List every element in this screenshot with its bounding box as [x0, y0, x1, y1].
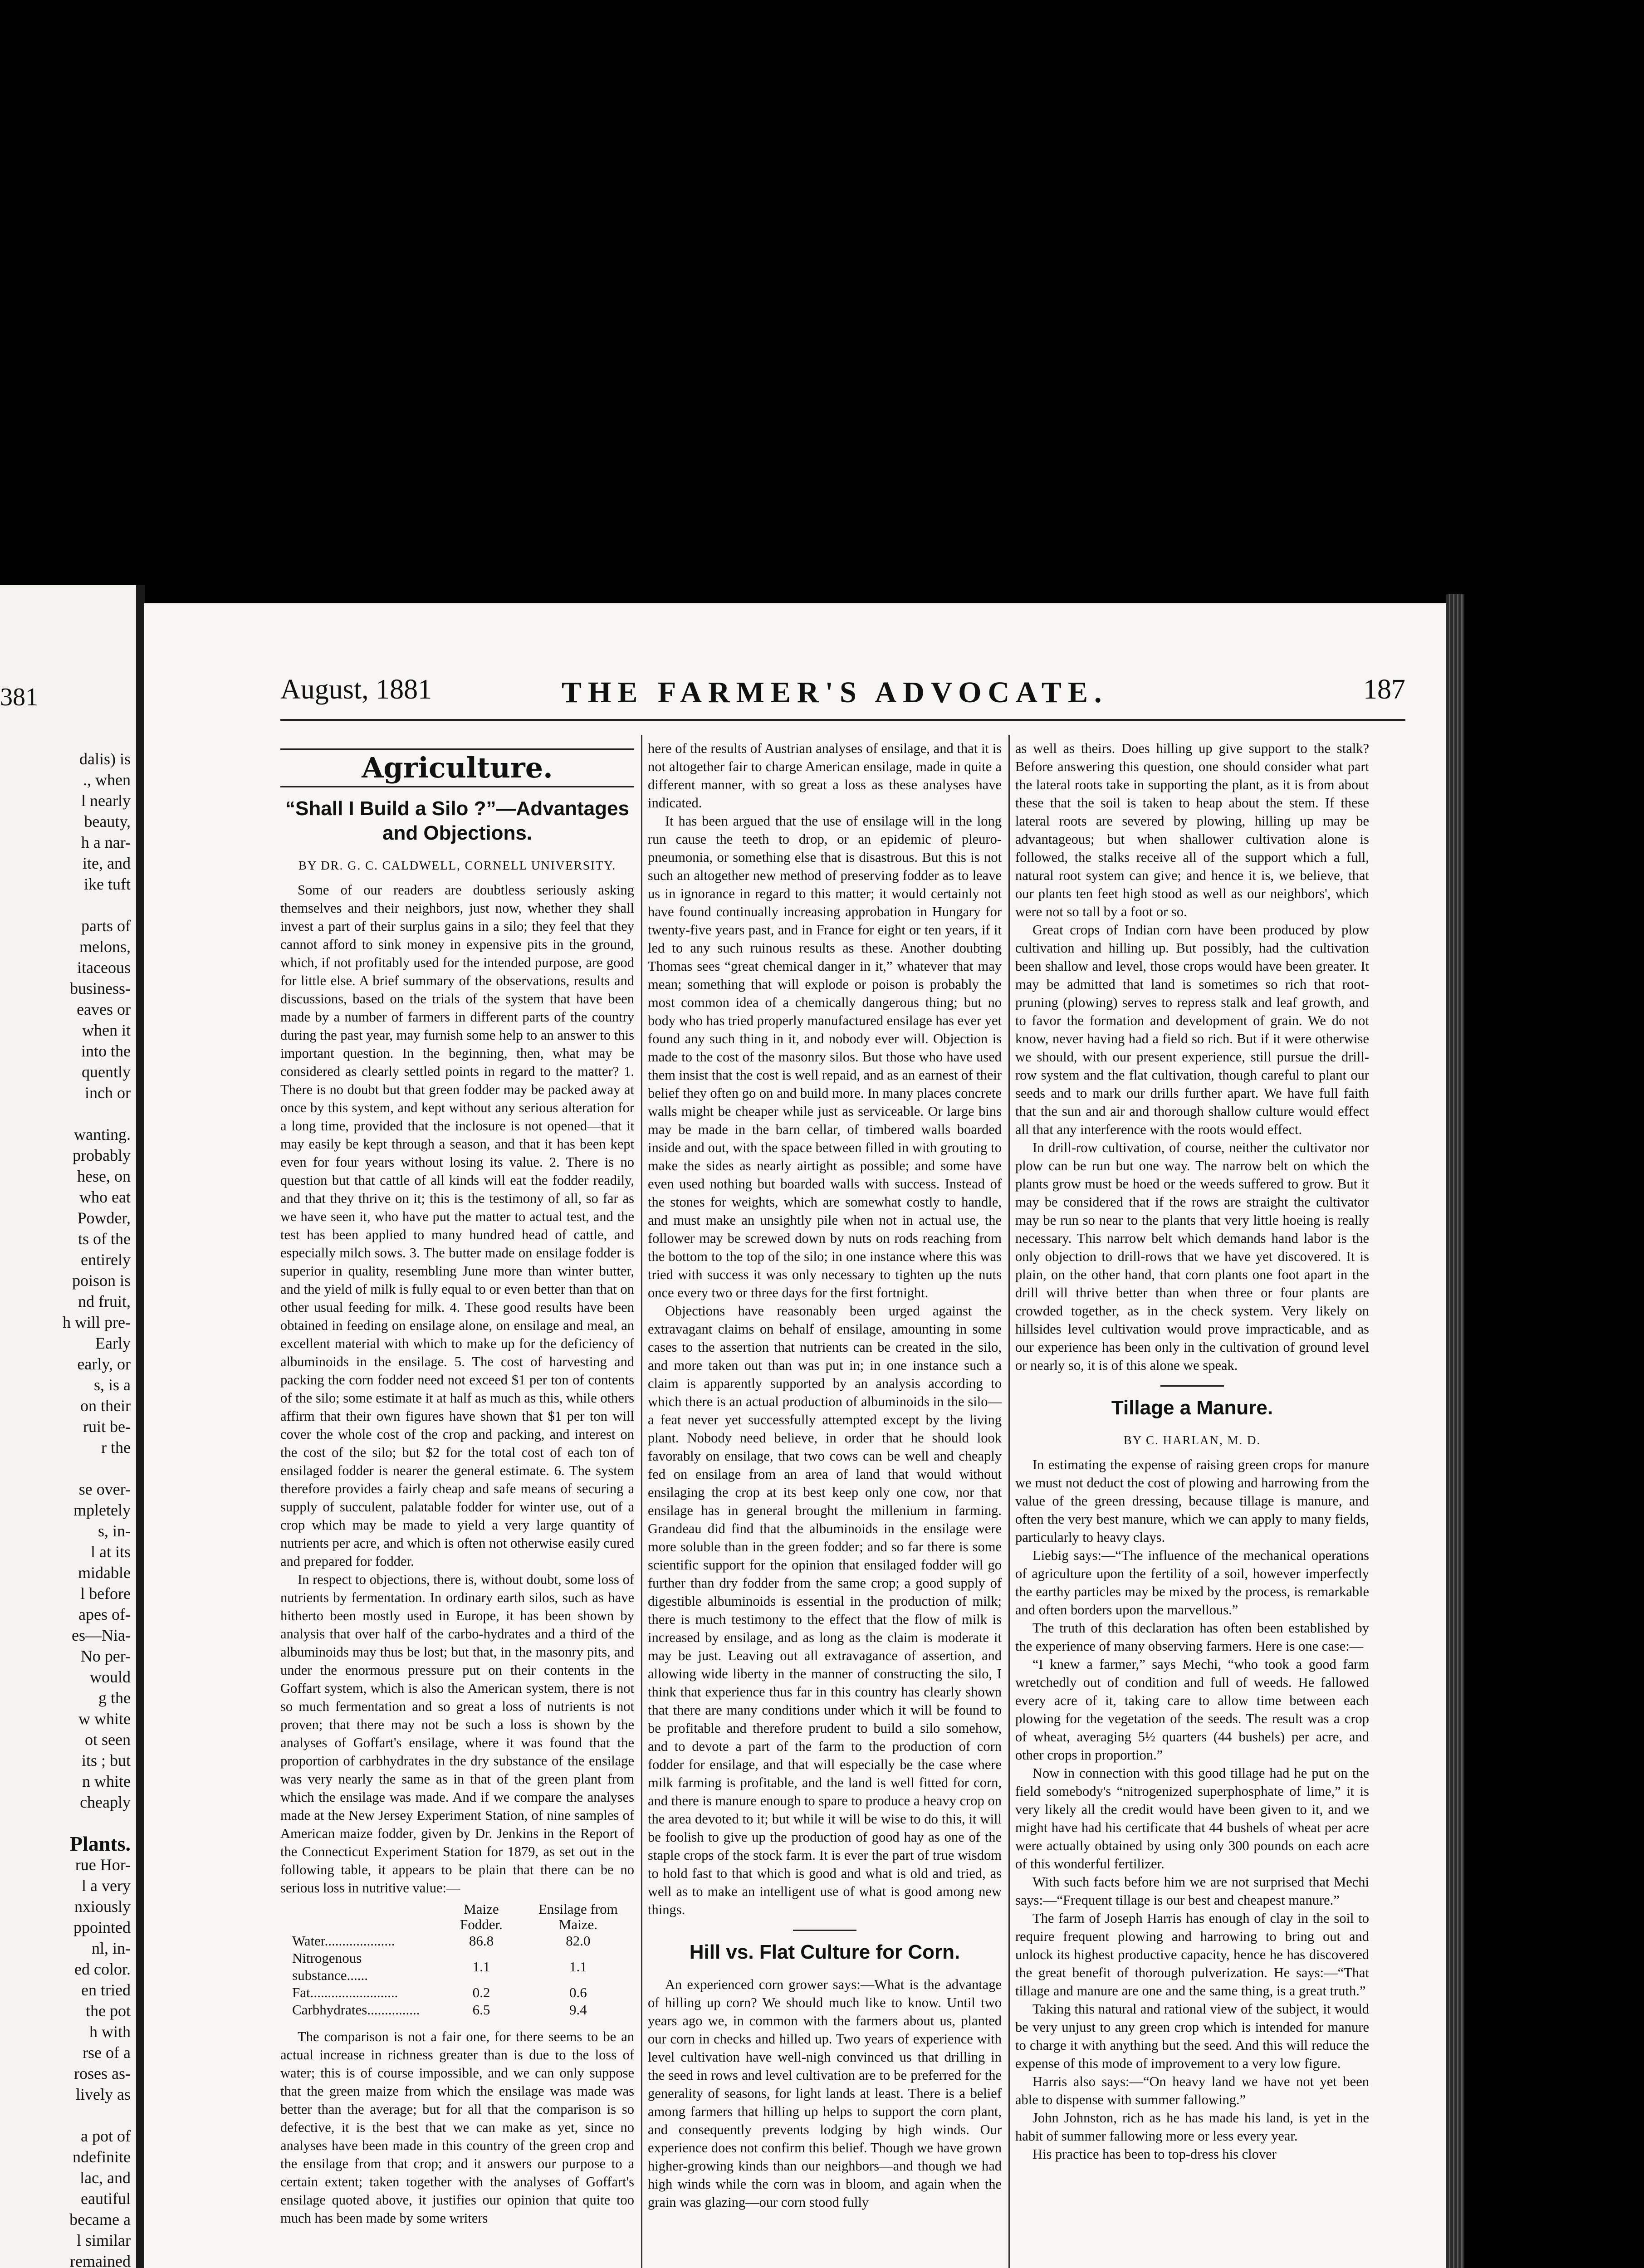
column-divider [1008, 735, 1010, 2268]
facing-page-line: Powder, [77, 1209, 131, 1227]
facing-page-line: ed color. [74, 1960, 131, 1978]
facing-page-line [8, 1458, 131, 1479]
table-header: Ensilage from Maize. [538, 1901, 618, 1932]
facing-page-line: would [90, 1668, 131, 1686]
paragraph: Great crops of Indian corn have been produced by plow cultivation and hilling up. But possibly, had the cultivation been shallow and level, those crops would have been greater. It may be admitted that land is sometimes so rich that root-pruning (plowing) serves to repress stalk and leaf growth, and to favor the formation and development of grain. We do not know, never having had a field so rich. But if it were otherwise we should, with our present experience, still pursue the drill-row system and the flat cultivation, though careful to plant our seeds and to mark our drills further apart. We have full faith that the sun and air and thorough shallow culture would effect all that any interference with the roots would effect. [1015, 922, 1369, 1137]
facing-page-line: nd fruit, [78, 1292, 131, 1310]
table-cell: Nitrogenous substance...... [292, 1950, 368, 1983]
article-title: “Shall I Build a Silo ?”—Advantages and Objections. [285, 797, 629, 844]
facing-page-line [8, 1103, 131, 1124]
facing-page-line: roses as- [74, 2064, 131, 2082]
facing-page-line: ite, and [83, 854, 131, 872]
table-header [287, 1901, 440, 1932]
facing-page-line: lac, and [80, 2169, 131, 2187]
facing-page-line: l before [80, 1584, 131, 1603]
table-cell: 1.1 [569, 1959, 587, 1975]
facing-page-line: entirely [81, 1251, 131, 1269]
table-header: Maize Fodder. [460, 1901, 503, 1932]
facing-page-line: ruit be- [83, 1418, 131, 1436]
article-rule [793, 1930, 856, 1931]
facing-page-line: who eat [79, 1188, 131, 1206]
facing-page-line: probably [73, 1146, 131, 1164]
facing-page-line: Early [95, 1334, 131, 1352]
facing-page-line: midable [78, 1564, 131, 1582]
facing-page-line: ike tuft [84, 875, 131, 893]
facing-page-line: l at its [91, 1543, 131, 1561]
paragraph: In drill-row cultivation, of course, neither the cultivator nor plow can be run but one way. The narrow belt on which the plants grow must be hoed or the weeds suffered to grow. But it may be considered that if the rows are straight the cultivator may be run so near to the plants that very little hoeing is really necessary. This narrow belt which demands hand labor is the only objection to drill-rows that we have yet discovered. It is plain, on the other hand, that corn plants one foot apart in the drill will thrive better than when three or four plants are crowded together, as in the check system. Very likely on hillsides level cultivation would prove impracticable, and as our experience has been only in the cultivation of ground level or nearly so, it is of this alone we speak. [1015, 1140, 1369, 1373]
facing-page-line: nl, in- [92, 1939, 131, 1957]
facing-page-line: l similar [77, 2231, 131, 2249]
facing-page-line: cheaply [80, 1793, 131, 1811]
facing-page-line: l a very [82, 1877, 131, 1895]
facing-page-line: quently [82, 1063, 131, 1081]
facing-page-line: ot seen [85, 1730, 131, 1749]
section-rule [280, 786, 634, 787]
facing-page-line: w white [78, 1710, 131, 1728]
facing-page-line: nxiously [74, 1897, 131, 1916]
facing-page-line: eautiful [81, 2190, 131, 2208]
facing-page-line: ndefinite [73, 2148, 131, 2166]
facing-page-line: on their [80, 1397, 131, 1415]
facing-page-text [8, 748, 131, 2268]
paragraph: Now in connection with this good tillage had he put on the field somebody's “nitrogenized superphosphate of lime,” it is very likely all the credit would have been given to it, and we might have had his certificate that 44 bushels of wheat per acre were actually obtained by using only 300 pounds on each acre of this wonderful fertilizer. [1015, 1765, 1369, 1872]
table-cell: 86.8 [469, 1933, 494, 1949]
facing-page-line: rse of a [83, 2043, 131, 2062]
facing-page-line: h a nar- [81, 833, 131, 851]
facing-page-line: inch or [85, 1084, 131, 1102]
section-heading: Agriculture. [362, 751, 553, 784]
table-cell: Fat......................... [292, 1984, 398, 2000]
page-header [280, 674, 1405, 714]
table-cell: 0.2 [472, 1984, 490, 2000]
facing-page-line: into the [81, 1042, 131, 1060]
facing-page-line: ppointed [73, 1918, 131, 1936]
facing-page-line: wanting. [74, 1125, 131, 1144]
facing-page-line: h with [89, 2023, 131, 2041]
facing-page-line [8, 1813, 131, 1833]
facing-page-line: when it [82, 1021, 131, 1039]
facing-page-line: itaceous [77, 958, 131, 977]
paragraph: Liebig says:—“The influence of the mechanical operations of agriculture upon the fertility of a soil, however imperfectly the earthy particles may be mixed by the process, is remarkable and often borders upon the marvellous.” [1015, 1548, 1369, 1618]
table-header-row [287, 1901, 634, 1932]
paragraph: The farm of Joseph Harris has enough of clay in the soil to require frequent plowing and harrowing to bring out and unlock its highest productive capacity, hence he has discovered the great benefit of thorough pulverization. He says:—“That tillage and manure are one and the same thing, is a great truth.” [1015, 1911, 1369, 1999]
paragraph: The truth of this declaration has often been established by the experience of many observing farmers. Here is one case:— [1015, 1620, 1369, 1654]
paragraph: Harris also says:—“On heavy land we have not yet been able to dispense with summer fallowing.” [1015, 2074, 1369, 2107]
paragraph: With such facts before him we are not surprised that Mechi says:—“Frequent tillage is our best and cheapest manure.” [1015, 1874, 1369, 1908]
paragraph: In estimating the expense of raising green crops for manure we must not deduct the cost of plowing and harrowing from the value of the green dressing, because tillage is manure, and often the very best manure, which we can apply to many fields, particularly to heavy clays. [1015, 1457, 1369, 1545]
section-rule [280, 748, 634, 750]
facing-page-line: melons, [79, 938, 131, 956]
table-row [287, 1984, 634, 2001]
page-gutter [136, 585, 145, 2268]
facing-page-line: beauty, [84, 812, 131, 831]
paragraph: An experienced corn grower says:—What is the advantage of hilling up corn? We should much like to know. Until two years ago we, in common with the farmers about us, planted our corn in checks and hilled up. Two years of experience with level cultivation have well-nigh convinced us that drilling in the seed in rows and level cultivation are to be preferred for the generality of seasons, for light lands at least. There is a belief among farmers that hilling up helps to support the corn plant, and consequently prevents lodging by high winds. Our experience does not confirm this belief. Though we have grown higher-growing kinds than our neighbors—and though we had high winds while the corn was in bloom, and again when the grain was glazing—our corn stood fully [648, 1977, 1002, 2210]
paragraph: His practice has been to top-dress his clover [1032, 2146, 1277, 2162]
facing-page-line: h will pre- [63, 1313, 131, 1331]
paragraph: as well as theirs. Does hilling up give support to the stalk? Before answering this question, one should consider what part the lateral roots take in supporting the plant, as it is from about these that the soil is taken to heap about the stem. If these lateral roots are severed by plowing, hilling up may be advantageous; but when shallower cultivation alone is followed, the stalks receive all of the support which a full, natural root system can give; and hence it is, we believe, that our plants ten feet high stood as well as our neighbors', which were not so tall by a foot or so. [1015, 741, 1369, 919]
column-3 [1015, 739, 1369, 2163]
table-cell: Water.................... [292, 1933, 395, 1949]
article-title: Hill vs. Flat Culture for Corn. [689, 1941, 960, 1963]
facing-page-line: Plants. [69, 1832, 131, 1855]
facing-page-line: parts of [81, 917, 131, 935]
article-byline: BY C. HARLAN, M. D. [1123, 1433, 1261, 1447]
newspaper-page [144, 603, 1446, 2268]
facing-page-line: No per- [80, 1647, 131, 1665]
paragraph: here of the results of Austrian analyses of ensilage, and that it is not altogether fair to charge American ensilage, made in quite a different manner, with so great a loss as these analyses have indicated. [648, 741, 1002, 811]
facing-page-line: s, is a [94, 1376, 131, 1394]
paragraph: Objections have reasonably been urged against the extravagant claims on behalf of ensilage, amounting in some cases to the assertion that nutrients can be created in the silo, and more taken out than was put in; in one instance such a claim is apparently supported by an analysis according to which there is an actual production of albuminoids in the silo—a feat never yet successfully attempted except by the living plant. Nobody need believe, in order that he should look favorably on ensilage, that two cows can be well and cheaply fed on ensilage from an area of land that would without ensilaging the crop at its best keep only one cow, nor that ensilage has in general brought the millenium in farming. Grandeau did find that the albuminoids in the ensilage were more soluble than in the green fodder; and so far there is some scientific support for the opinion that ensilaged fodder will go further than dry fodder from the same crop; a good supply of digestible albuminoids is essential in the production of milk; there is much testimony to the effect that the flow of milk is increased by ensilage, and as long as the claim is moderate it may be just. Leaving out all extravagance of assertion, and allowing wide liberty in the manner of constructing the silo, I think that experience thus far in this country has clearly shown that there are many conditions under which it will be found to be profitable and therefore prudent to build a silo somehow, and to devote a part of the farm to the production of corn fodder for ensilage, and that will especially be the case where milk farming is profitable, and the land is well fitted for corn, and there is manure enough to spare to produce a heavy crop on the area devoted to it; but while it will be wise to do this, it will be foolish to give up the production of good hay as one of the staple crops of the stock farm. It is ever the part of true wisdom to hold fast to that which is good and what is old and tried, as well as to make an intelligent use of what is good among new things. [648, 1303, 1002, 1917]
facing-page-line: apes of- [78, 1605, 131, 1623]
facing-page-fragment [0, 585, 136, 2268]
masthead-title: THE FARMER'S ADVOCATE. [562, 676, 1108, 709]
facing-page-line: its ; but [81, 1751, 131, 1769]
table-cell: 0.6 [569, 1984, 587, 2000]
facing-page-line: en tried [81, 1981, 131, 1999]
paragraph: The comparison is not a fair one, for there seems to be an actual increase in richness greater than is due to the loss of water; this is of course impossible, and we can only suppose that the green maize from which the ensilage was made was better than the average; but for all that the comparison is so defective, it is the best that we can make as yet, since no analyses have been made in this country of the green crop and the ensilage from that crop; and it answers our purpose to a certain extent; taken together with the analyses of Goffart's ensilage quoted above, it justifies our opinion that quite too much has been made by some writers [280, 2029, 634, 2226]
facing-page-line: rue Hor- [75, 1856, 131, 1874]
facing-page-line: r the [101, 1438, 131, 1457]
facing-page-line: hese, on [77, 1167, 131, 1185]
facing-page-line: mpletely [73, 1501, 131, 1519]
paragraph: “I knew a farmer,” says Mechi, “who took a good farm wretchedly out of condition and full of weeds. He fallowed every acre of it, taking care to allow time between each plowing for the vegetation of the seeds. The result was a crop of wheat, averaging 5½ quarters (44 bushels) per acre, and other crops in proportion.” [1015, 1657, 1369, 1763]
facing-page-line: lively as [76, 2085, 131, 2103]
article-rule [1160, 1385, 1224, 1387]
facing-page-line: the pot [86, 2002, 131, 2020]
page-number: 187 [1363, 674, 1405, 705]
facing-page-line: a pot of [81, 2127, 131, 2145]
table-cell: 82.0 [566, 1933, 591, 1949]
facing-page-line: n white [82, 1772, 131, 1790]
paragraph: John Johnston, rich as he has made his land, is yet in the habit of summer fallowing more or less every year. [1015, 2110, 1369, 2144]
table-row [287, 1950, 634, 1984]
issue-date: August, 1881 [280, 674, 432, 705]
paragraph: It has been argued that the use of ensilage will in the long run cause the teeth to drop, or an epidemic of pleuro-pneumonia, or something else that is disastrous. But this is not such an altogether new method of preserving fodder as to leave us in ignorance in regard to this matter; it would certainly not have found continually increasing approbation in Hungary for twenty-five years past, and in France for eight or ten years, if it led to any such ruinous results as these. Another doubting Thomas sees “great chemical danger in it,” whatever that may mean; something that will explode or poison is probably the most common idea of a chemically dangerous thing; but no body who has tried properly manufactured ensilage has ever yet found any such thing in it, and nobody ever will. Objection is made to the cost of the masonry silos. But those who have used them insist that the cost is well repaid, and as an earnest of their belief they often go on and build more. In many places concrete walls might be cheaper while just as serviceable. Or large bins may be made in the barn cellar, of timbered walls boarded inside and out, with the space between filled in with grouting to make the sides as nearly airtight as possible; and some have even used nothing but boarded walls with success. Instead of the stones for weights, which are somewhat costly to handle, and must make an unsightly pile when not in actual use, the follower may be screwed down by nuts on rods reaching from the bottom to the top of the silo; in one instance where this was tried with success it was only necessary to tighten up the nuts once every two or three days for the first fortnight. [648, 813, 1002, 1300]
table-cell: 6.5 [472, 2002, 490, 2018]
facing-page-line [8, 894, 131, 915]
facing-page-line: remained [70, 2252, 131, 2268]
facing-page-line: eaves or [77, 1000, 131, 1018]
column-divider [641, 735, 642, 2268]
header-rule [280, 719, 1405, 721]
paragraph: Some of our readers are doubtless seriously asking themselves and their neighbors, just now, whether they shall invest a part of their surplus gains in a silo; they feel that they cannot afford to sink money in expensive pits in the ground, which, if not profitably used for the intended purpose, are good for little else. A brief summary of the observations, results and discussions, based on the trials of the system that have been made by a number of farmers in different parts of the country during the past year, may furnish some help to an answer to this important question. In the beginning, then, what may be considered as clearly settled points in regard to the matter? 1. There is no doubt but that green fodder may be packed away at once by this system, and kept without any serious alteration for a long time, provided that the inclosure is not opened—that it may easily be kept through a season, and that it has been kept even for four years without losing its value. 2. There is no question but that cattle of all kinds will eat the fodder readily, and that they thrive on it; this is the testimony of all, so far as we have seen it, who have put the matter to actual test, and the test has been applied to many hundred head of cattle, and especially milch sows. 3. The butter made on ensilage fodder is superior in quality, resembling June more than winter butter, and the yield of milk is fully equal to or even better than that on other usual feeding for milk. 4. These good results have been obtained in feeding on ensilage alone, on ensilage and meal, an excellent material with which to make up for the deficiency of albuminoids in the ensilage. 5. The cost of harvesting and packing the corn fodder need not exceed $1 per ton of contents of the silo; some estimate it at half as much as this, while others affirm that their own figures have shown that $1 per ton will cover the whole cost of the crop and packing, and interest on the cost of the silo; but $2 for the total cost of each ton of ensilaged fodder is nearer the general estimate. 6. The system therefore provides a fairly cheap and safe means of securing a supply of succulent, palatable fodder for winter use, out of a crop which may be made to yield a very large quantity of nutrients per acre, and which is often not otherwise easily cured and prepared for fodder. [280, 882, 634, 1569]
facing-page-line: poison is [72, 1271, 131, 1290]
table-row [287, 2001, 634, 2019]
table-cell: Carbhydrates............... [292, 2002, 420, 2018]
facing-page-line: s, in- [98, 1522, 131, 1540]
analysis-table [287, 1901, 634, 2019]
page-edges [1446, 594, 1464, 2268]
facing-page-line: se over- [78, 1480, 131, 1498]
paragraph: In respect to objections, there is, without doubt, some loss of nutrients by fermentation. In ordinary earth silos, such as have hitherto been mostly used in Europe, it has been shown by analysis that over half of the carbo-hydrates and a third of the albuminoids may thus be lost; but that, in the masonry pits, and under the enormous pressure put on their contents in the Goffart system, which is also the American system, there is not so much fermentation and so great a loss of nutrients is not proven; that there may not be such a loss is shown by the analyses of Goffart's ensilage, where it was found that the proportion of carbhydrates in the dry substance of the ensilage was very nearly the same as in that of the green plant from which the ensilage was made. And if we compare the analyses made at the New Jersey Experiment Station, of nine samples of American maize fodder, given by Dr. Jenkins in the Report of the Connecticut Experiment Station for 1879, as set out in the following table, it appears to be plain that there can be no serious loss in nutritive value:— [280, 1572, 634, 1896]
article-title: Tillage a Manure. [1111, 1397, 1273, 1419]
column-2 [648, 739, 1002, 2211]
facing-page-line: became a [69, 2210, 131, 2229]
facing-page-line: early, or [77, 1355, 131, 1373]
facing-page-line [8, 2105, 131, 2126]
facing-page-line: l nearly [81, 792, 131, 810]
article-byline: BY DR. G. C. CALDWELL, CORNELL UNIVERSITY. [298, 859, 616, 872]
column-1 [280, 739, 634, 2227]
facing-page-line: g the [98, 1689, 131, 1707]
facing-page-line: ts of the [78, 1230, 131, 1248]
facing-page-line: es—Nia- [72, 1626, 131, 1644]
facing-page-line: dalis) is [79, 750, 131, 768]
facing-page-number: 381 [0, 683, 38, 711]
facing-page-line: ., when [83, 771, 131, 789]
table-cell: 9.4 [569, 2002, 587, 2018]
paragraph: Taking this natural and rational view of the subject, it would be very unjust to any green crop which is intended for manure to charge it with anything but the seed. And this will reduce the expense of this mode of improvement to a very low figure. [1015, 2001, 1369, 2071]
table-row [287, 1932, 634, 1950]
facing-page-line: business- [70, 979, 131, 997]
table-cell: 1.1 [472, 1959, 490, 1975]
